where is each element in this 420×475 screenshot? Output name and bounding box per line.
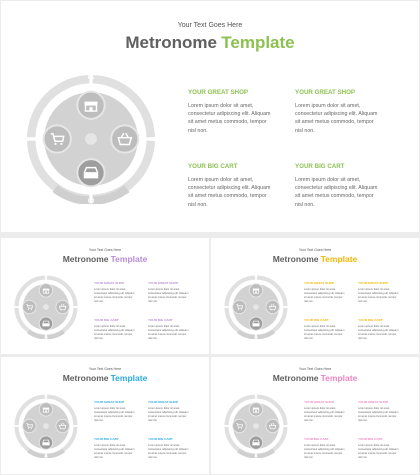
card-body: Lorem ipsum dolor sit amet, consectetur adipiscing elit. Aliquam sit amet metus commodo, tempor nisl non. — [358, 407, 399, 423]
ring-label: 01 — [87, 75, 95, 82]
ring-label: 02 — [74, 304, 78, 309]
card-body: Lorem ipsum dolor sit amet, consectetur adipiscing elit. Aliquam sit amet metus commodo, tempor nisl non. — [148, 407, 189, 423]
card-body: Lorem ipsum dolor sit amet, consectetur adipiscing elit. Aliquam sit amet metus commodo, tempor nisl non. — [148, 325, 189, 341]
card-body: Lorem ipsum dolor sit amet, consectetur adipiscing elit. Aliquam sit amet metus commodo, tempor nisl non. — [188, 177, 271, 208]
title-accent: Template — [320, 254, 358, 264]
card-body: Lorem ipsum dolor sit amet, consectetur adipiscing elit. Aliquam sit amet metus commodo, tempor nisl non. — [188, 103, 271, 134]
info-card-3 — [188, 163, 270, 209]
thumbnail-slide-pink[interactable] — [211, 357, 419, 474]
info-card-2 — [148, 400, 188, 423]
basket-icon — [266, 300, 279, 313]
card-heading: YOUR BIG CART — [94, 318, 119, 322]
ring-label: 03 — [44, 335, 48, 339]
thumbnail-slide-yellow[interactable] — [211, 238, 419, 354]
card-body: Lorem ipsum dolor sit amet, consectetur adipiscing elit. Aliquam sit amet metus commodo, tempor nisl non. — [304, 407, 345, 423]
inbox-icon — [39, 436, 52, 449]
card-body: Lorem ipsum dolor sit amet, consectetur adipiscing elit. Aliquam sit amet metus commodo, tempor nisl non. — [94, 407, 135, 423]
cart-icon — [233, 419, 246, 432]
info-card-3 — [94, 437, 134, 460]
slide-subtitle: Your Text Goes Here — [298, 248, 332, 252]
card-heading: YOUR BIG CART — [304, 437, 329, 441]
metronome-diagram — [14, 394, 78, 458]
inbox-icon — [39, 317, 52, 330]
ring-label: 03 — [44, 454, 48, 458]
card-heading: YOUR GREAT SHOP — [358, 281, 389, 285]
slide-title — [211, 373, 419, 383]
card-heading: YOUR BIG CART — [148, 437, 173, 441]
title-accent: Template — [110, 373, 148, 383]
card-heading: YOUR GREAT SHOP — [304, 281, 335, 285]
info-card-2 — [358, 400, 398, 423]
title-main: Metronome — [62, 373, 109, 383]
metronome-diagram — [14, 275, 78, 339]
card-heading: YOUR BIG CART — [358, 318, 383, 322]
info-card-1 — [304, 400, 344, 423]
cart-icon — [44, 125, 71, 152]
basket-icon — [56, 419, 69, 432]
card-heading: YOUR GREAT SHOP — [148, 400, 179, 404]
cart-icon — [233, 300, 246, 313]
info-card-4 — [358, 318, 398, 341]
card-heading: YOUR GREAT SHOP — [304, 400, 335, 404]
metronome-diagram — [224, 394, 288, 458]
shop-icon — [39, 284, 52, 297]
card-body: Lorem ipsum dolor sit amet, consectetur adipiscing elit. Aliquam sit amet metus commodo, tempor nisl non. — [304, 288, 345, 304]
center-dot — [43, 304, 49, 310]
card-body: Lorem ipsum dolor sit amet, consectetur adipiscing elit. Aliquam sit amet metus commodo, tempor nisl non. — [304, 325, 345, 341]
card-heading: YOUR GREAT SHOP — [295, 89, 356, 96]
slide-title — [1, 254, 209, 264]
ring-label: 03 — [87, 198, 95, 204]
center-dot — [253, 304, 259, 310]
ring-label: 01 — [44, 394, 48, 398]
card-heading: YOUR GREAT SHOP — [148, 281, 179, 285]
card-heading: YOUR BIG CART — [358, 437, 383, 441]
info-card-4 — [148, 318, 188, 341]
card-body: Lorem ipsum dolor sit amet, consectetur adipiscing elit. Aliquam sit amet metus commodo, tempor nisl non. — [295, 177, 378, 208]
card-heading: YOUR BIG CART — [94, 437, 119, 441]
title-main: Metronome — [62, 254, 109, 264]
cart-icon — [23, 419, 36, 432]
ring-label: 02 — [284, 423, 288, 428]
info-card-1 — [94, 281, 134, 304]
ring-label: 03 — [254, 335, 258, 339]
ring-label: 04 — [26, 136, 34, 143]
shop-icon — [249, 284, 262, 297]
info-card-1 — [94, 400, 134, 423]
slide-subtitle: Your Text Goes Here — [88, 248, 122, 252]
card-heading: YOUR BIG CART — [304, 318, 329, 322]
info-card-4 — [148, 437, 188, 460]
main-slide — [1, 1, 419, 232]
ring-label: 02 — [284, 304, 288, 309]
info-card-3 — [304, 318, 344, 341]
basket-icon — [111, 125, 138, 152]
slide-subtitle: Your Text Goes Here — [177, 22, 243, 29]
ring-label: 04 — [14, 304, 18, 309]
thumbnail-slide-blue[interactable] — [1, 357, 209, 474]
info-card-1 — [304, 281, 344, 304]
card-body: Lorem ipsum dolor sit amet, consectetur adipiscing elit. Aliquam sit amet metus commodo, tempor nisl non. — [295, 103, 378, 134]
cart-icon — [23, 300, 36, 313]
ring-label: 01 — [44, 275, 48, 279]
shop-icon — [249, 403, 262, 416]
ring-label: 01 — [254, 275, 258, 279]
title-main: Metronome — [272, 254, 319, 264]
card-body: Lorem ipsum dolor sit amet, consectetur adipiscing elit. Aliquam sit amet metus commodo, tempor nisl non. — [358, 288, 399, 304]
ring-label: 04 — [14, 423, 18, 428]
card-body: Lorem ipsum dolor sit amet, consectetur adipiscing elit. Aliquam sit amet metus commodo, tempor nisl non. — [148, 288, 189, 304]
title-accent: Template — [110, 254, 148, 264]
metronome-diagram — [26, 74, 156, 204]
card-heading: YOUR GREAT SHOP — [358, 400, 389, 404]
card-heading: YOUR GREAT SHOP — [94, 281, 125, 285]
card-heading: YOUR GREAT SHOP — [188, 89, 249, 96]
title-main: Metronome — [272, 373, 319, 383]
ring-label: 04 — [224, 423, 228, 428]
card-heading: YOUR BIG CART — [295, 163, 345, 170]
basket-icon — [56, 300, 69, 313]
basket-icon — [266, 419, 279, 432]
card-body: Lorem ipsum dolor sit amet, consectetur adipiscing elit. Aliquam sit amet metus commodo, tempor nisl non. — [358, 444, 399, 460]
card-body: Lorem ipsum dolor sit amet, consectetur adipiscing elit. Aliquam sit amet metus commodo, tempor nisl non. — [304, 444, 345, 460]
card-heading: YOUR BIG CART — [148, 318, 173, 322]
center-dot — [253, 423, 259, 429]
title-accent: Template — [320, 373, 358, 383]
inbox-icon — [249, 436, 262, 449]
card-body: Lorem ipsum dolor sit amet, consectetur adipiscing elit. Aliquam sit amet metus commodo, tempor nisl non. — [358, 325, 399, 341]
shop-icon — [39, 403, 52, 416]
info-card-2 — [295, 89, 377, 135]
center-dot — [85, 133, 97, 145]
shop-icon — [77, 92, 104, 119]
slide-subtitle: Your Text Goes Here — [298, 367, 332, 371]
card-body: Lorem ipsum dolor sit amet, consectetur adipiscing elit. Aliquam sit amet metus commodo, tempor nisl non. — [94, 288, 135, 304]
info-card-1 — [188, 89, 270, 135]
slide-title — [1, 33, 419, 53]
title-accent: Template — [221, 33, 295, 52]
thumbnail-slide-purple[interactable] — [1, 238, 209, 354]
card-body: Lorem ipsum dolor sit amet, consectetur adipiscing elit. Aliquam sit amet metus commodo, tempor nisl non. — [94, 444, 135, 460]
slide-title — [211, 254, 419, 264]
info-card-2 — [148, 281, 188, 304]
ring-label: 02 — [74, 423, 78, 428]
info-card-4 — [358, 437, 398, 460]
info-card-4 — [295, 163, 377, 209]
info-card-3 — [94, 318, 134, 341]
inbox-icon — [77, 159, 104, 186]
inbox-icon — [249, 317, 262, 330]
ring-label: 02 — [148, 136, 156, 143]
title-main: Metronome — [125, 33, 217, 52]
card-heading: YOUR BIG CART — [188, 163, 238, 170]
ring-label: 03 — [254, 454, 258, 458]
card-heading: YOUR GREAT SHOP — [94, 400, 125, 404]
slide-subtitle: Your Text Goes Here — [88, 367, 122, 371]
card-body: Lorem ipsum dolor sit amet, consectetur adipiscing elit. Aliquam sit amet metus commodo, tempor nisl non. — [148, 444, 189, 460]
info-card-3 — [304, 437, 344, 460]
card-body: Lorem ipsum dolor sit amet, consectetur adipiscing elit. Aliquam sit amet metus commodo, tempor nisl non. — [94, 325, 135, 341]
info-card-2 — [358, 281, 398, 304]
metronome-diagram — [224, 275, 288, 339]
center-dot — [43, 423, 49, 429]
ring-label: 01 — [254, 394, 258, 398]
ring-label: 04 — [224, 304, 228, 309]
slide-title — [1, 373, 209, 383]
